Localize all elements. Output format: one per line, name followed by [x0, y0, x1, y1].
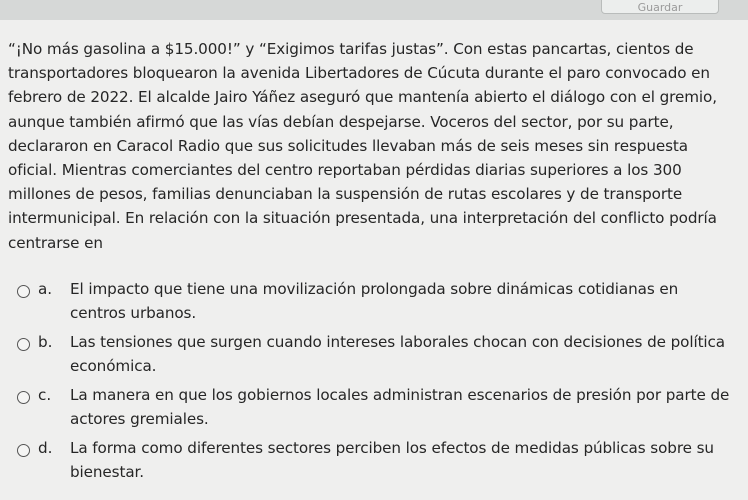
option-letter: b. — [38, 333, 53, 351]
option-text: La forma como diferentes sectores perciben los efectos de medidas públicas sobre su bienestar. — [70, 439, 714, 481]
option-c[interactable] — [0, 377, 748, 430]
option-text: El impacto que tiene una movilización prolongada sobre dinámicas cotidianas en centros urbanos. — [70, 280, 679, 322]
radio-a[interactable] — [17, 285, 30, 298]
radio-b[interactable] — [17, 338, 30, 351]
option-d[interactable] — [0, 430, 748, 483]
option-letter: d. — [38, 439, 53, 457]
top-toolbar — [0, 0, 748, 20]
question-text: “¡No más gasolina a $15.000!” y “Exigimos tarifas justas”. Con estas pancartas, cientos de transportadores bloquearon la avenida Libertadores de Cúcuta durante el paro convocado en febrero de 2022. El alcalde Jairo Yáñez aseguró que mantenía abierto el diálogo con el gremio, aunque también afirmó que las vías debían despejarse. Voceros del sector, por su parte, declararon en Caracol Radio que sus solicitudes llevaban más de seis meses sin respuesta oficial. Mientras comerciantes del centro reportaban pérdidas diarias superiores a los 300 millones de pesos, familias denunciaban la suspensión de rutas escolares y de transporte intermunicipal. En relación con la situación presentada, una interpretación del conflicto podría centrarse en — [8, 40, 717, 252]
option-text: La manera en que los gobiernos locales administran escenarios de presión por parte de actores gremiales. — [70, 386, 730, 428]
answer-options — [0, 271, 748, 483]
option-text: Las tensiones que surgen cuando intereses laborales chocan con decisiones de política económica. — [70, 333, 726, 375]
option-a[interactable] — [0, 271, 748, 324]
save-button[interactable]: Guardar — [601, 0, 719, 14]
radio-d[interactable] — [17, 444, 30, 457]
radio-c[interactable] — [17, 391, 30, 404]
option-letter: a. — [38, 280, 53, 298]
option-b[interactable] — [0, 324, 748, 377]
option-letter: c. — [38, 386, 52, 404]
